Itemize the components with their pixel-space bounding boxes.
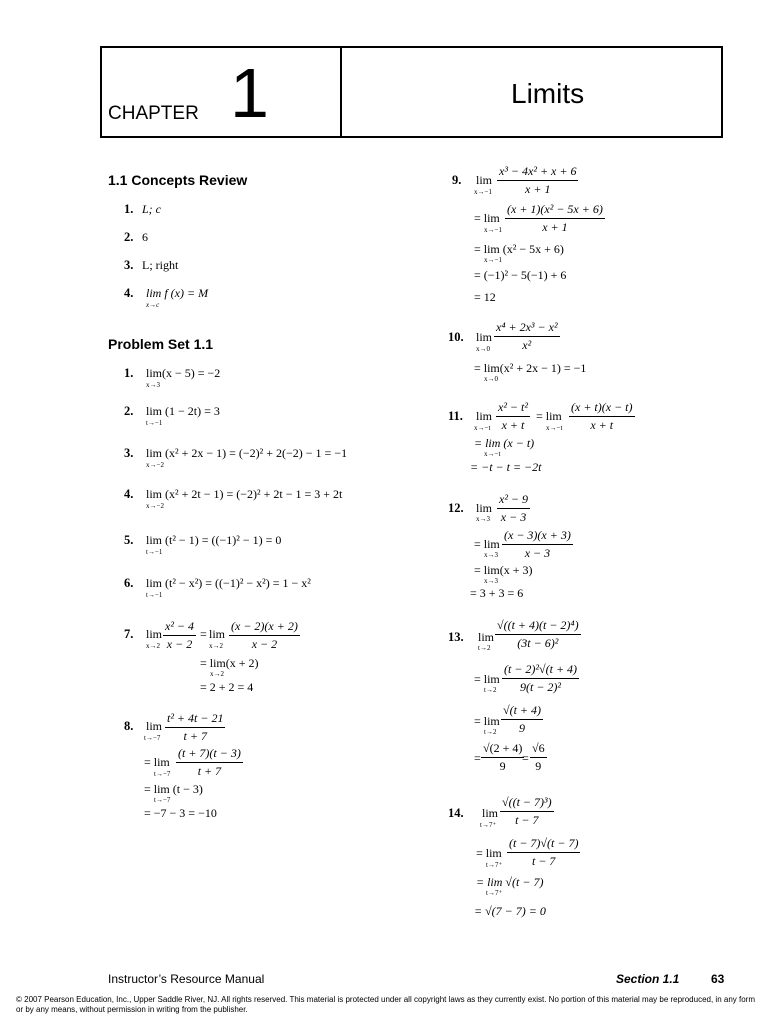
- problem-solution: lim (1 − 2t) = 3: [146, 404, 220, 418]
- problem-number: 4.: [124, 487, 134, 501]
- equals-sign: =: [200, 627, 207, 641]
- footer-manual-title: Instructor’s Resource Manual: [108, 972, 265, 986]
- fraction: $\frac{\text{x⁴ + 2x³ − x²}}{\text{x²}}$: [496, 320, 558, 352]
- problem-number: 8.: [124, 719, 134, 733]
- solution-step: = lim (t − 3): [144, 782, 203, 796]
- fraction: $\frac{√(t + 4)}{9}$: [503, 703, 542, 735]
- concept-number: 2.: [124, 230, 134, 244]
- header-divider: [340, 46, 342, 138]
- limit-label: lim: [146, 627, 163, 641]
- limit-subscript: t→7⁺: [480, 821, 497, 829]
- limit-label: lim: [478, 630, 495, 644]
- limit-subscript: x→−t: [474, 424, 491, 432]
- fraction: $\frac{(x - 3)(x + 3)}{x - 3}$: [504, 528, 571, 560]
- limit-label: lim: [476, 173, 493, 187]
- fraction: $\frac{√(2 + 4)}{9}$: [483, 741, 523, 773]
- fraction: $\frac{√6}{9}$: [532, 741, 545, 773]
- limit-subscript: x→−t: [484, 450, 501, 458]
- limit-subscript: x→−1: [474, 188, 492, 196]
- limit-label: lim: [146, 719, 163, 733]
- limit-label: lim: [209, 627, 226, 641]
- fraction: $\frac{(t - 7)√(t - 7)}{t - 7}$: [509, 836, 579, 868]
- limit-subscript: t→−7: [154, 796, 171, 804]
- chapter-label: CHAPTER: [108, 103, 199, 124]
- limit-subscript: t→2: [478, 644, 491, 652]
- limit-subscript: x→−t: [546, 424, 563, 432]
- limit-subscript: t→−7: [144, 734, 161, 742]
- problem-number: 10.: [448, 330, 464, 344]
- solution-step: = lim(x + 3): [474, 563, 533, 577]
- limit-subscript: t→−1: [146, 548, 163, 556]
- problem-number: 9.: [452, 173, 462, 187]
- page-number: 63: [711, 972, 725, 986]
- limit-subscript: x→2: [210, 670, 224, 678]
- fraction: $\frac{\text{x² − 4}}{x - 2}$: [165, 619, 195, 651]
- limit-label: lim: [476, 330, 493, 344]
- concept-number: 3.: [124, 258, 134, 272]
- footer-section: Section 1.1: [616, 972, 680, 986]
- problem-number: 14.: [448, 806, 464, 820]
- limit-label: lim: [476, 501, 493, 515]
- solution-step: = lim (x − t): [474, 436, 535, 450]
- solution-step: = −7 − 3 = −10: [144, 806, 217, 820]
- limit-label: = lim: [474, 714, 500, 728]
- solution-step: = lim(x² + 2x − 1) = −1: [474, 361, 587, 375]
- fraction: $\frac{\text{t² + 4t − 21}}{t + 7}$: [167, 711, 224, 743]
- problem-number: 11.: [448, 409, 463, 423]
- concept-answer: L; right: [142, 258, 179, 272]
- limit-label: = lim: [144, 755, 170, 769]
- concept-number: 1.: [124, 202, 134, 216]
- limit-subscript: x→0: [484, 375, 498, 383]
- fraction: $\frac{\text{x² − 9}}{x - 3}$: [499, 492, 529, 524]
- problem-solution: lim (t² − 1) = ((−1)² − 1) = 0: [146, 533, 282, 547]
- solution-step: = −t − t = −2t: [470, 460, 542, 474]
- limit-subscript: t→2: [484, 686, 497, 694]
- problem-solution: lim (t² − x²) = ((−1)² − x²) = 1 − x²: [146, 576, 311, 590]
- fraction: $\frac{\text{x² − t²}}{x + t}$: [498, 400, 528, 432]
- problem-set-heading: Problem Set 1.1: [108, 336, 214, 352]
- limit-subscript: t→−7: [154, 770, 171, 778]
- fraction: $\frac{\text{(x + 1)(x² − 5x + 6)}}{x + 1}$: [507, 202, 603, 234]
- limit-label: = lim: [474, 672, 500, 686]
- solution-step: = lim (x² − 5x + 6): [474, 242, 564, 256]
- limit-subscript: x→2: [209, 642, 223, 650]
- limit-subscript: x→3: [484, 577, 498, 585]
- fraction: $\frac{(t + 7)(t - 3)}{t + 7}$: [178, 746, 241, 778]
- solution-step: = 2 + 2 = 4: [200, 680, 254, 694]
- problem-number: 12.: [448, 501, 464, 515]
- concept-answer: lim f (x) = M: [146, 286, 209, 300]
- limit-label: = lim: [476, 846, 502, 860]
- limit-label: lim: [476, 409, 493, 423]
- limit-label: = lim: [474, 537, 500, 551]
- fraction: $\frac{\text{x³ − 4x² + x + 6}}{x + 1}$: [499, 164, 577, 196]
- limit-label: = lim: [474, 211, 500, 225]
- fraction: $\frac{\text{√((t − 7)³)}}{t - 7}$: [502, 795, 552, 827]
- fraction: $\frac{\text{(t − 2)²√(t + 4)}}{\text{9(t − 2)²}}$: [504, 662, 578, 694]
- equals-sign: =: [522, 751, 529, 765]
- concept-number: 4.: [124, 286, 134, 300]
- limit-subscript: x→−2: [146, 461, 164, 469]
- limit-subscript: t→7⁺: [486, 889, 503, 897]
- problem-solution: lim (x² + 2x − 1) = (−2)² + 2(−2) − 1 = −1: [146, 446, 348, 460]
- problem-number: 13.: [448, 630, 464, 644]
- limit-subscript: t→−1: [146, 419, 163, 427]
- limit-label: = lim: [536, 409, 562, 423]
- chapter-number: 1: [230, 54, 269, 132]
- problem-number: 3.: [124, 446, 134, 460]
- solution-step: = √(7 − 7) = 0: [474, 904, 546, 918]
- limit-subscript: x→0: [476, 345, 490, 353]
- problem-number: 1.: [124, 366, 134, 380]
- limit-label: lim: [482, 806, 499, 820]
- fraction: $\frac{\text{√((t + 4)(t − 2)⁴)}}{\text{(3t − 6)²}}$: [497, 618, 579, 650]
- problem-number: 6.: [124, 576, 134, 590]
- problem-number: 7.: [124, 627, 134, 641]
- concept-answer: 6: [142, 230, 148, 244]
- fraction: $\frac{(x - 2)(x + 2)}{x - 2}$: [231, 619, 298, 651]
- concept-answer: L; c: [142, 202, 161, 216]
- limit-subscript: t→7⁺: [486, 861, 503, 869]
- solution-step: = lim √(t − 7): [476, 875, 544, 889]
- problem-solution: lim (x² + 2t − 1) = (−2)² + 2t − 1 = 3 + 2t: [146, 487, 343, 501]
- limit-subscript: x→3: [476, 515, 490, 523]
- solution-step: = 12: [474, 290, 496, 304]
- limit-subscript: t→2: [484, 728, 497, 736]
- limit-subscript: t→−1: [146, 591, 163, 599]
- limit-subscript: x→−1: [484, 256, 502, 264]
- solution-step: = 3 + 3 = 6: [470, 586, 524, 600]
- limit-subscript: x→2: [146, 642, 160, 650]
- solution-step: = (−1)² − 5(−1) + 6: [474, 268, 567, 282]
- problem-number: 2.: [124, 404, 134, 418]
- limit-subscript: x→−2: [146, 502, 164, 510]
- problem-number: 5.: [124, 533, 134, 547]
- limit-subscript: x→3: [146, 381, 160, 389]
- limit-subscript: x→3: [484, 551, 498, 559]
- solution-step: = lim(x + 2): [200, 656, 259, 670]
- equals-sign: =: [474, 751, 481, 765]
- limit-subscript: x→−1: [484, 226, 502, 234]
- fraction: $\frac{(x + t)(x - t)}{x + t}$: [571, 400, 633, 432]
- copyright-notice: © 2007 Pearson Education, Inc., Upper Saddle River, NJ. All rights reserved. This material is protected under all copyright laws as they currently exist. No portion of this material may be reproduced, in any form or by any means, without permission in writing from the publisher.: [16, 995, 755, 1014]
- concepts-review-heading: 1.1 Concepts Review: [108, 172, 248, 188]
- limit-subscript: x→c: [146, 301, 160, 309]
- chapter-title: Limits: [511, 78, 585, 109]
- problem-solution: lim(x − 5) = −2: [146, 366, 221, 380]
